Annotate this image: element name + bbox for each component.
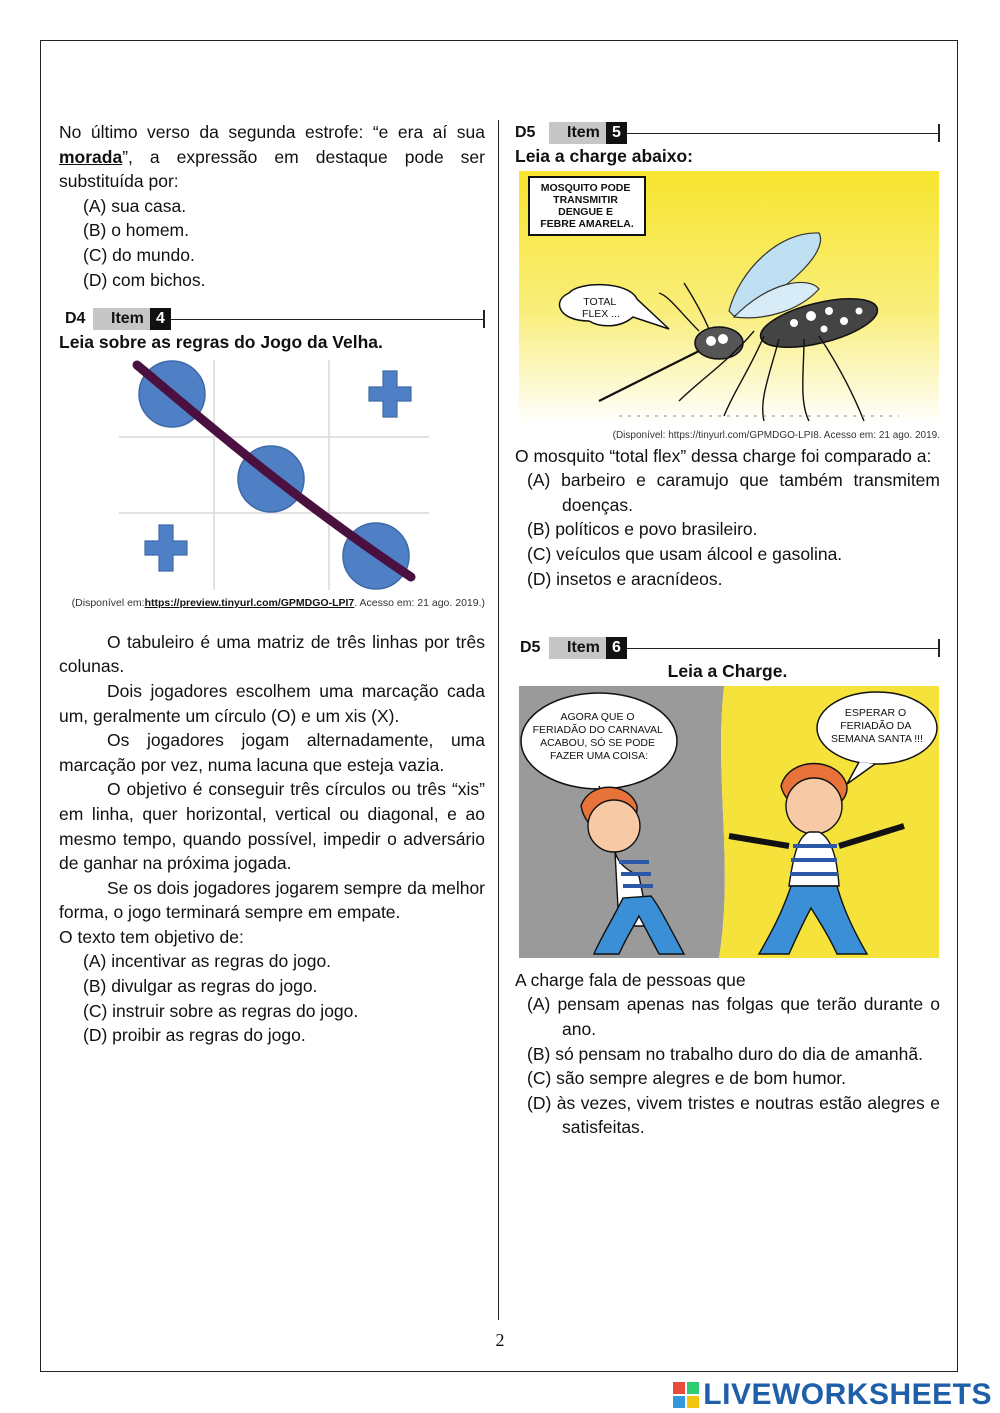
- item-label: Item: [93, 308, 150, 330]
- q3-option-a[interactable]: (A) sua casa.: [83, 195, 187, 216]
- item-5-option-b[interactable]: (B) políticos e povo brasileiro.: [527, 519, 758, 540]
- descriptor-label: D5: [515, 123, 536, 141]
- item-4-option-a[interactable]: (A) incentivar as regras do jogo.: [83, 951, 332, 972]
- bubble-right-line-3: SEMANA SANTA !!!: [831, 732, 923, 745]
- bubble-left-line-4: FAZER UMA COISA:: [549, 749, 649, 762]
- logo-grid-icon: [673, 1382, 699, 1408]
- cartoon-bubble-line-2: FLEX ...: [582, 307, 620, 320]
- item-5-question: O mosquito “total flex” dessa charge foi comparado a:: [515, 445, 932, 466]
- bubble-left-line-3: ACABOU, SÓ SE PODE: [540, 736, 656, 749]
- item-4-option-c[interactable]: (C) instruir sobre as regras do jogo.: [83, 1000, 359, 1021]
- rules-paragraph-1: O tabuleiro é uma matriz de três linhas por três colunas.: [59, 631, 485, 677]
- bubble-right-line-1: ESPERAR O: [844, 706, 907, 719]
- item-5-option-a[interactable]: (A) barbeiro e caramujo que também transmitem doenças.: [527, 470, 940, 515]
- source-link[interactable]: https://preview.tinyurl.com/GPMDGO-LPI7: [144, 596, 355, 609]
- item-5-option-c[interactable]: (C) veículos que usam álcool e gasolina.: [527, 543, 843, 564]
- rules-paragraph-5: Se os dois jogadores jogarem sempre da melhor forma, o jogo terminará sempre em empate.: [59, 877, 485, 923]
- item-6-option-c[interactable]: (C) são sempre alegres e de bom humor.: [527, 1068, 847, 1089]
- cartoon-box-line-2: TRANSMITIR: [553, 193, 618, 206]
- bubble-left-line-1: AGORA QUE O: [560, 710, 635, 723]
- item-5-header: [515, 122, 940, 144]
- item-6-option-a[interactable]: (A) pensam apenas nas folgas que terão durante o ano.: [527, 994, 940, 1039]
- page-number: 2: [495, 1330, 505, 1350]
- highlighted-word: morada: [59, 146, 123, 167]
- q3-option-d[interactable]: (D) com bichos.: [83, 269, 206, 290]
- item-4-option-d[interactable]: (D) proibir as regras do jogo.: [83, 1025, 306, 1046]
- rules-paragraph-2: Dois jogadores escolhem uma marcação cada um, geralmente um círculo (O) e um xis (X).: [59, 680, 485, 726]
- right-column: [515, 120, 940, 1140]
- item-4-source: (Disponível em:https://preview.tinyurl.com/GPMDGO-LPI7. Acesso em: 21 ago. 2019.): [71, 596, 485, 609]
- left-column: [59, 120, 485, 1048]
- item-6-option-d[interactable]: (D) às vezes, vivem tristes e noutras estão alegres e satisfeitas.: [527, 1092, 940, 1138]
- cartoon-box-line-1: MOSQUITO PODE: [540, 181, 631, 194]
- mosquito-cartoon: [519, 171, 939, 425]
- item-6-header: [515, 637, 940, 659]
- item-4-question: O texto tem objetivo de:: [59, 926, 244, 947]
- item-5-instruction: Leia a charge abaixo:: [515, 146, 693, 166]
- item-number: 4: [150, 308, 171, 330]
- column-divider: [498, 120, 499, 1320]
- item-5-source: (Disponível: https://tinyurl.com/GPMDGO-LPI8. Acesso em: 21 ago. 2019.: [612, 429, 940, 441]
- item-label: Item: [549, 637, 606, 659]
- brand-name: LIVEWORKSHEETS: [703, 1378, 992, 1411]
- liveworksheets-logo[interactable]: [673, 1378, 992, 1412]
- bubble-left-line-2: FERIADÃO DO CARNAVAL: [532, 723, 663, 736]
- question-3-text: No último verso da segunda estrofe: “e era aí sua morada”, a expressão em destaque pode ser substituída por:: [59, 122, 485, 192]
- item-number: 6: [606, 637, 627, 659]
- item-5-option-d[interactable]: (D) insetos e aracnídeos.: [527, 568, 723, 589]
- rules-paragraph-3: Os jogadores jogam alternadamente, uma marcação por vez, numa lacuna que esteja vazia.: [59, 730, 485, 775]
- item-4-option-b[interactable]: (B) divulgar as regras do jogo.: [83, 976, 318, 997]
- cartoon-box-line-3: DENGUE E: [558, 205, 613, 218]
- item-label: Item: [549, 122, 606, 144]
- carnival-cartoon: [519, 686, 939, 958]
- mosquito-head: [695, 327, 743, 359]
- bubble-right-line-2: FERIADÃO DA: [840, 719, 911, 732]
- item-6-option-b[interactable]: (B) só pensam no trabalho duro do dia de amanhã.: [527, 1043, 923, 1064]
- svg-text:TOTAL FLEX ...: [582, 296, 620, 320]
- board-cross-1: [369, 371, 411, 417]
- cartoon-box-line-4: FEBRE AMARELA.: [540, 217, 634, 230]
- cartoon-bubble-line-1: TOTAL: [583, 295, 616, 308]
- tic-tac-toe-board: [59, 355, 485, 595]
- q3-option-b[interactable]: (B) o homem.: [83, 220, 189, 241]
- item-6-instruction: Leia a Charge.: [667, 661, 788, 682]
- descriptor-label: D4: [65, 309, 86, 327]
- item-6-question: A charge fala de pessoas que: [515, 969, 746, 990]
- rules-paragraph-4: O objetivo é conseguir três círculos ou três “xis” em linha, quer horizontal, vertical ou diagonal, e ao mesmo tempo, quando possível, impedir o adversário de ganhar na próxima jogada.: [59, 779, 485, 874]
- q3-option-c[interactable]: (C) do mundo.: [83, 244, 195, 265]
- descriptor-label: D5: [520, 638, 541, 656]
- board-cross-2: [145, 525, 187, 571]
- item-4-header: [59, 308, 485, 330]
- item-4-instruction: Leia sobre as regras do Jogo da Velha.: [59, 332, 383, 353]
- item-number: 5: [606, 122, 627, 144]
